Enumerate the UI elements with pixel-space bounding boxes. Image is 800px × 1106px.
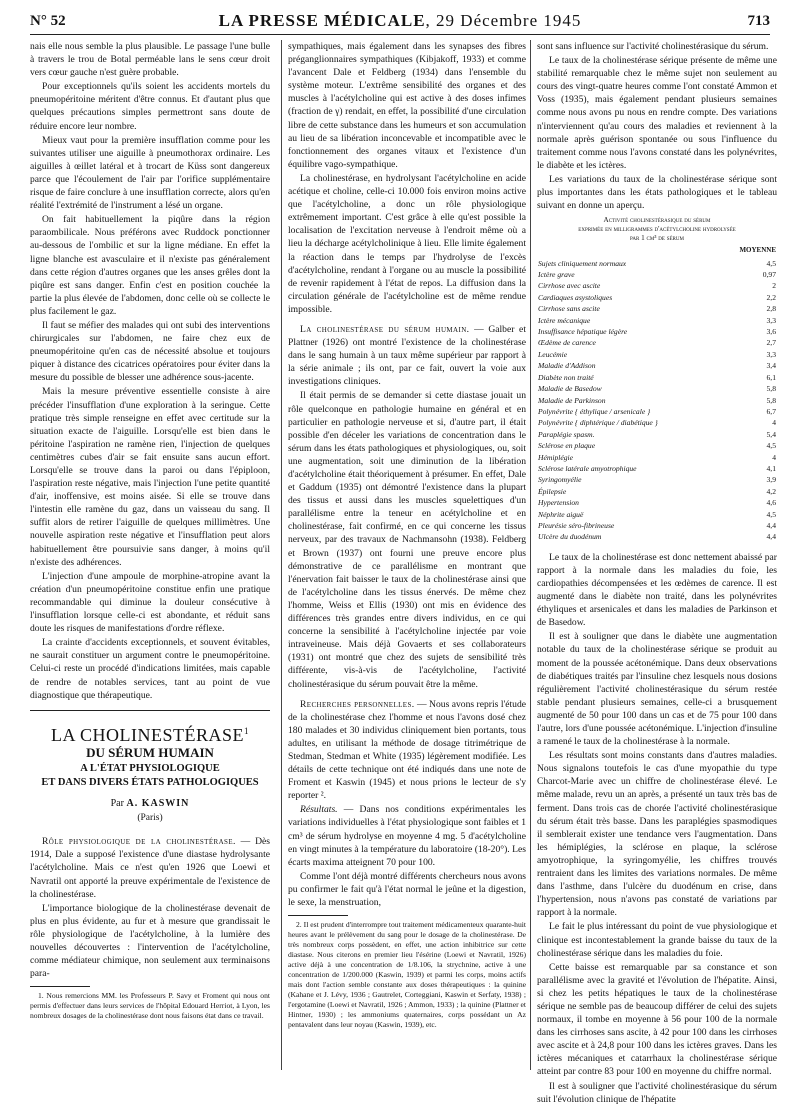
row-label: Ulcère du duodénum: [538, 532, 602, 542]
row-value: 5,4: [766, 429, 776, 439]
row-label: Maladie de Basedow: [538, 384, 602, 394]
row-value: 3,3: [766, 315, 776, 325]
row-label: Maladie de Parkinson: [538, 395, 606, 405]
row-value: 4,4: [766, 520, 776, 530]
paragraph: La crainte d'accidents exceptionnels, et souvent évitables, ne saurait constituer un argument contre le pneumopéritoine. Celui-ci reste un procédé d'indications limitées, mais capable de rendre de notables services, tant au point de vue diagnostique que thérapeutique.: [30, 637, 270, 701]
table-row: [537, 531, 777, 542]
table-row: [537, 337, 777, 348]
row-label: Maladie d'Addison: [538, 361, 596, 371]
table-row: [537, 520, 777, 531]
table-row: [537, 474, 777, 485]
row-value: 3,6: [766, 327, 776, 337]
table-row: [537, 486, 777, 497]
paragraph: Le taux de la cholinestérase est donc nettement abaissé par rapport à la normale dans les maladies du foie, les cardiopathies décompensées et les œdèmes de carence. Il est augmenté dans le diabète non traité, dans les polynévrites éthyliques et arsenicales et dans les maladies de Parkinson et de Basedow.: [537, 551, 777, 629]
section-heading: Recherches personnelles.: [300, 698, 415, 710]
paragraph: Résultats. — Dans nos conditions expérimentales les variations individuelles à l'état physiologique sont faibles et 1 cm³ de sérum hydrolyse en moyenne 4 mg. 5 d'acétylcholine en vingt minutes à la température du laboratoire (18-20°). Les écarts maxima atteignent 70 pour 100.: [288, 804, 526, 868]
paragraph: Il est à souligner que l'activité cholinestérasique du sérum suit l'évolution clinique de l'hépatite: [537, 1080, 777, 1105]
page-header: [30, 8, 770, 35]
paragraph: Les résultats sont moins constants dans d'autres maladies. Nous signalons toutefois le cas d'une myopathie du type Charcot-Marie avec un chiffre de cholinestérase élevé. Le même malade, revu un an après, a présenté un taux très bas de ferment. Dans trois cas de chorée l'activité cholinestérasique du sérum était très basse. Dans les paraplégies spasmodiques il semblerait exister une tendance vers l'augmentation. Dans les hémiplégies, la sclérose en plaque, la sclérose amyotrophique, la syringomyélie, les chiffres trouvés rentraient dans les limites des variations normales. De même dans l'asthme, dans l'ulcère du duodénum en crise, dans l'hypertension, nous n'avons pas constaté de variations par rapport à la normale.: [537, 750, 777, 919]
article-subtitle: DU SÉRUM HUMAIN: [86, 744, 214, 760]
row-value: 2,7: [766, 338, 776, 348]
table-row: [537, 303, 777, 314]
paragraph: La cholinestérase du sérum humain. — Galber et Plattner (1926) ont montré l'existence de la cholinestérase dans le sang humain à un taux même supérieur par rapport à la série animale ; ils ont, par ce fait, ouvert la voie aux investigations cliniques.: [288, 323, 526, 388]
paragraph: Les variations du taux de la cholinestérase sérique sont plus importantes dans les états pathologiques et le tableau suivant en donne un aperçu.: [537, 173, 777, 212]
row-label: Paraplégie spasm.: [538, 429, 595, 439]
table-row: [537, 360, 777, 371]
table-row: [537, 269, 777, 280]
row-value: 3,3: [766, 349, 776, 359]
paragraph: La cholinestérase, en hydrolysant l'acétylcholine en acide acétique et choline, celle-ci 10.000 fois environ moins active que l'acétylcholine, a donc un rôle physiologique extrêmement important. C'est grâce à elle qu'est possible la localisation de l'excitation nerveuse à l'endroit même où a lieu la décharge acétylcholinique à lieu. Elle limite également la réaction dans le temps par l'hydrolyse de l'excès d'acétylcholine, rendant à l'organe ou au muscle la possibilité de revenir rapidement à l'état de repos. La diffusion dans la circulation générale de l'acétylcholine est de même rendue impossible.: [288, 172, 526, 315]
article-author: Par A. KASWIN: [110, 798, 190, 810]
row-value: 4,5: [766, 441, 776, 451]
row-value: 4: [772, 418, 776, 428]
table-row: [537, 417, 777, 428]
paragraph: sympathiques, mais également dans les synapses des fibres préganglionnaires sympathiques (Kibjakoff, 1933) et comme l'avancent Dale et Feldberg (1934) dans l'ensemble du système moteur. L'extrême sensibilité des organes et des muscles à l'acétylcholine qui est active à des doses infimes (fraction de γ) rendait, en effet, la possibilité d'une circulation libre de cette substance dans les humeurs et son accumulation au lieu de sa libération inconcevable et incompatible avec le fonctionnement des organes vitaux et l'existence d'un équilibre vago-sympathique.: [288, 41, 526, 170]
row-label: Insuffisance hépatique légère: [538, 327, 628, 337]
row-value: 4,5: [766, 258, 776, 268]
row-label: Leucémie: [538, 349, 568, 359]
table-body: [537, 258, 777, 543]
row-value: 4,5: [766, 509, 776, 519]
row-label: Sujets cliniquement normaux: [538, 258, 627, 268]
row-value: 5,8: [766, 395, 776, 405]
row-value: 2,8: [766, 304, 776, 314]
section-heading: La cholinestérase du sérum humain.: [300, 323, 470, 335]
row-label: Néphrite aiguë: [538, 509, 584, 519]
table-row: [537, 452, 777, 463]
row-label: Ictère mécanique: [538, 315, 591, 325]
paragraph: Il était permis de se demander si cette diastase jouait un rôle quelconque en pathologie humaine en général et en particulier en pathologie nerveuse et si, d'autre part, il était possible d'en déceler les variations de concentration dans le sérum dans les états pathologiques et physiologiques, ou, soit une augmentation, soit une diminution de la libération d'acétylcholine était théoriquement à présumer. En effet, Dale et Gaddum (1935) ont démontré l'existence dans la plupart des tissus et aussi dans les muscles squelettiques d'un parallélisme entre la teneur en acétylcholine et en cholinestérase, fait confirmé, en ce qui concerne les tissus nerveux, par des travaux de Nachmansohn (1938). Feldberg et Brown (1937) ont fourni une preuve encore plus démonstrative de ce parallélisme en montrant que l'énervation fait baisser le taux de la cholinestérase ainsi que de l'acétylcholine dans les tissus énervés. De même chez l'homme, Weiss et Ellis (1930) ont mis en évidence des différences très grandes entre divers individus, en ce qui concerne la sensibilité à l'acétylcholine injectée par voie intraveineuse. Mais déjà Govaerts et ses collaborateurs (1931) ont montré que chez des sujets de sensibilité très différente, vis-à-vis de l'acétylcholine, l'activité cholinestérasique du sérum pouvait être la même.: [288, 390, 526, 690]
row-value: 0,97: [762, 270, 776, 280]
publication-name: LA PRESSE MÉDICALE: [218, 11, 426, 30]
table-caption: Activité cholinestérasique du sérum exprimée en milligrammes d'acétylcholine hydrolysée par 1 cm³ de sérum: [578, 216, 736, 243]
paragraph: Pour exceptionnels qu'ils soient les accidents mortels du pneumopéritoine méritent d'être connus. Et d'autant plus que quelques précautions simples permettront sans doute de réduire encore leur nombre.: [30, 81, 270, 132]
section-divider: [30, 710, 270, 711]
row-label: Polynévrite { diphtérique / diabétique }: [538, 418, 658, 428]
paragraph: Recherches personnelles. — Nous avons repris l'étude de la cholinestérase chez l'homme et nous l'avons dosé chez 180 malades et 30 individus cliniquement bien portants, tous adultes, en utilisant la méthode de dosage titrimétrique de Stedman, Stedman et White (1935) légèrement modifiée. Les détails de cette technique ont été indiqués dans une note de Froment et Kaswin (1945) et nous prions le lecteur de s'y reporter ².: [288, 698, 526, 802]
footnote-divider: [30, 986, 90, 987]
column-1: [30, 40, 270, 1070]
paragraph: Cette baisse est remarquable par sa constance et son parallélisme avec la gravité et l'évolution de l'hépatite. Ainsi, si chez les petits hépatiques le taux de la cholinestérase sérique ne semble pas de beaucoup différer de celui des sujets normaux, il tombe en moyenne à 56 pour 100 de la normale dans les cirrhoses sans ascite, à 42 pour 100 dans les cirrhoses avec ascite et à 24,8 pour 100 dans les ictères graves. Dans les ictères mécaniques et catarrhaux la cholinestérase sérique atteint par contre 83 pour 100 en moyenne du chiffre normal.: [537, 961, 777, 1078]
row-value: 5,8: [766, 384, 776, 394]
footnote: 1. Nous remercions MM. les Professeurs P. Savy et Froment qui nous ont permis d'effectuer dans leurs services de l'hôpital Edouard Herriot, à Lyon, les nombreux dosages de la cholinestérase dont nous faisons état dans ce travail.: [30, 991, 270, 1021]
paragraph: Il faut se méfier des malades qui ont subi des interventions chirurgicales sur l'abdomen, ne faire chez eux de pneumopéritoine qu'en cas de nécessité absolue et toujours piquer à distance des cicatrices opératoires pour éviter dans la mesure du possible de blesser une adhérence sous-jacente.: [30, 319, 270, 384]
paragraph: sont sans influence sur l'activité cholinestérasique du sérum.: [537, 41, 769, 52]
column-2: [281, 40, 526, 1070]
paragraph: Rôle physiologique de la cholinestérase. — Dès 1914, Dale a supposé l'existence d'une diastase hydrolysante l'acétylcholine. Mais ce n'est qu'en 1926 que Loewi et Navratil ont apporté la preuve expérimentale de l'existence de la cholinestérase.: [30, 836, 270, 900]
table-row: [537, 463, 777, 474]
row-label: Ictère grave: [538, 270, 575, 280]
table-row: [537, 372, 777, 383]
row-label: Polynévrite { éthylique / arsenicale }: [538, 406, 651, 416]
article-subtitle-line: ET DANS DIVERS ÉTATS PATHOLOGIQUES: [41, 776, 259, 788]
page-number: 713: [747, 12, 770, 29]
paragraph: Le taux de la cholinestérase sérique présente de même une stabilité remarquable chez le même sujet non seulement au cours des vingt-quatre heures comme l'ont constaté Ammon et Voss (1935), mais également pendant plusieurs semaines comme nous avons pu nous en rendre compte. Des variations n'interviennent qu'au cours des maladies et reviennent à la normale après guérison spontanée ou sous l'influence du traitement comme nous l'avons constaté dans les polynévrites, le diabète et les ictères.: [537, 55, 777, 171]
section-heading: Résultats.: [300, 804, 338, 816]
article-subtitle-line: A L'ÉTAT PHYSIOLOGIQUE: [80, 762, 220, 774]
row-value: 4,1: [766, 463, 776, 473]
row-value: 4,4: [766, 532, 776, 542]
table-row: [537, 429, 777, 440]
section-heading: Rôle physiologique de la cholinestérase.: [42, 836, 236, 848]
row-value: 4,6: [766, 498, 776, 508]
paragraph: L'injection d'une ampoule de morphine-atropine avant la création d'un pneumopéritoine constitue enfin une pratique recommandable qui diminue la douleur consécutive à l'insufflation lorsque celle-ci est abondante, et réduit sans doute les risques de manifestations d'ordre réflexe.: [30, 570, 270, 635]
row-label: Sclérose latérale amyotrophique: [538, 463, 637, 473]
footnote-mark: 1: [244, 725, 249, 736]
table-row: [537, 395, 777, 406]
article-title: LA CHOLINESTÉRASE$^1$: [51, 724, 249, 745]
paragraph: Il est à souligner que dans le diabète une augmentation notable du taux de la cholinestérase sérique se produit au moment de la poussée acétonémique. Dans deux observations de diabétiques traités par l'insuline chez lesquels nous dosions régulièrement l'activité cholinestérasique du sérum restée stable pendant plusieurs semaines, celle-ci a brusquement augmenté de 50 pour 100 dans un cas et de 75 pour 100 dans l'autre, lors d'une poussée acétonémique. L'injection d'insuline a ramené le taux de la cholinestérase à la normale.: [537, 631, 777, 748]
table-row: [537, 497, 777, 508]
article-title-block: [30, 725, 270, 826]
paragraph: Comme l'ont déjà montré différents chercheurs nous avons pu confirmer le fait qu'à l'état normal le jeûne et la digestion, le sexe, la menstruation,: [288, 870, 526, 908]
row-label: Hypertension: [538, 498, 579, 508]
table-row: [537, 406, 777, 417]
issue-number: N° 52: [30, 12, 66, 29]
table-row: [537, 440, 777, 451]
table-row: [537, 326, 777, 337]
footnote-divider: [288, 915, 348, 916]
paragraph: Mieux vaut pour la première insufflation comme pour les suivantes utiliser une aiguille à pneumothorax ordinaire. Les aiguilles à œillet latéral et à trocart de Küss sont dangereux parce que l'écoulement de l'air par l'orifice supplémentaire risque de faire conclure à une insufflation correcte, alors qu'en réalité l'extrémité de l'instrument a lésé un organe.: [30, 134, 270, 212]
row-label: Cirrhose sans ascite: [538, 304, 600, 314]
row-value: 3,9: [766, 475, 776, 485]
row-label: Diabète non traité: [538, 372, 594, 382]
row-label: Œdème de carence: [538, 338, 596, 348]
row-value: 6,7: [766, 406, 776, 416]
row-value: 6,1: [766, 372, 776, 382]
table-row: [537, 258, 777, 269]
table-row: [537, 315, 777, 326]
paragraph: On fait habituellement la piqûre dans la région paraombilicale. Nous préférons avec Ruddock ponctionner au-dessous de l'ombilic et sur la ligne médiane. En effet la ligne blanche est avasculaire et il n'existe pas généralement dans cette région d'autres organes que les anses grêles dont la piqûre est sans danger. Enfin c'est en position couchée la partie la plus élevée de l'abdomen, donc celle où se collecte le plus facilement le gaz.: [30, 214, 270, 317]
article-city: (Paris): [137, 813, 163, 824]
row-value: 4,2: [766, 486, 776, 496]
table-row: [537, 349, 777, 360]
row-label: Cirrhose avec ascite: [538, 281, 601, 291]
row-value: 2: [772, 281, 776, 291]
table-row: [537, 292, 777, 303]
row-value: 2,2: [766, 292, 776, 302]
row-label: Syringomyélie: [538, 475, 582, 485]
paragraph: nais elle nous semble la plus plausible. Le passage l'une bulle à travers le trou de Botal perméable lans le sens cœur droit vers cœur gauche n'est guère probable.: [30, 41, 270, 79]
footnote: 2. Il est prudent d'interrompre tout traitement médicamenteux quarante-huit heures avant le prélèvement du sang pour le dosage de la cholinestérase. De très nombreux corps possèdent, en effet, une action inhibitrice sur cette diastase. Nous citerons en premier lieu l'ésérine (Loewi et Navratil, 1926) active déjà à une concentration de 1/8.106, la strychnine, active à une concentration de 1/200.000 (Kaswin, 1939) et parmi les corps, moins actifs mais dont l'action semble constante aux doses thérapeutiques : la quinine (Kahane et J. Lévy, 1936 ; Gautrelet, Corteggiani, Kaswin et Serfaty, 1938) ; l'ergotamine (Loewi et Navratil, 1926 ; Ammon, 1933) ; la quinine (Plattner et Hintner, 1930) ; les ammoniums quaternaires, corps possédant un Az pentavalent dans leur noyau (Kaswin, 1939), etc.: [288, 920, 526, 1030]
table-row: [537, 383, 777, 394]
row-label: Hémiplégie: [538, 452, 574, 462]
masthead: [110, 11, 690, 31]
row-label: Épilepsie: [538, 486, 567, 496]
row-value: 3,4: [766, 361, 776, 371]
row-value: 4: [772, 452, 776, 462]
table-row: [537, 280, 777, 291]
column-3: [530, 40, 777, 1105]
paragraph: L'importance biologique de la cholinestérase devenait de plus en plus évidente, au fur et à mesure que grandissait le rôle physiologique de l'acétylcholine, à la lumière des nouvelles découvertes : l'intervention de l'acétylcholine, comme médiateur chimique, non seulement aux terminaisons para-: [30, 902, 270, 980]
cholinesterase-table: [537, 216, 777, 543]
issue-date: , 29 Décembre 1945: [425, 11, 582, 30]
row-label: Cardiaques asystoliques: [538, 292, 613, 302]
row-label: Sclérose en plaque: [538, 441, 596, 451]
paragraph: Mais la mesure préventive essentielle consiste à aire précéder l'insufflation d'une exploration à la seringue. Cette pratique très simple renseigne en effet avec certitude sur la situation exacte de l'aiguille. Lorsqu'elle est bien dans le péritoine l'aspiration ne ramène rien, l'injection de quelques centimètres cubes d'air se fait ensuite sans aucun effort. Lorsqu'elle se trouve dans la paroi ou dans l'épiploon, l'aspiration reste négative, mais l'injection l'une petite quantité d'air, inoffensive, est moins aisée. Si elle se trouve dans l'intestin elle ramène du gaz, dans un vaisseau du sang. Il suffit alors de retirer l'aiguille de quelques millimètres. Une nouvelle aspiration reste négative et l'insufflation peut alors habituellement être poursuivie sans danger, à moins qu'il n'existe des adhérences.: [30, 386, 270, 568]
row-label: Pleurésie séro-fibrineuse: [538, 520, 615, 530]
table-row: [537, 509, 777, 520]
table-column-header: MOYENNE: [739, 246, 776, 255]
paragraph: Le fait le plus intéressant du point de vue physiologique et clinique est incontestablement la grande baisse du taux de la cholinestérase sérique dans les maladies du foie.: [537, 921, 777, 959]
